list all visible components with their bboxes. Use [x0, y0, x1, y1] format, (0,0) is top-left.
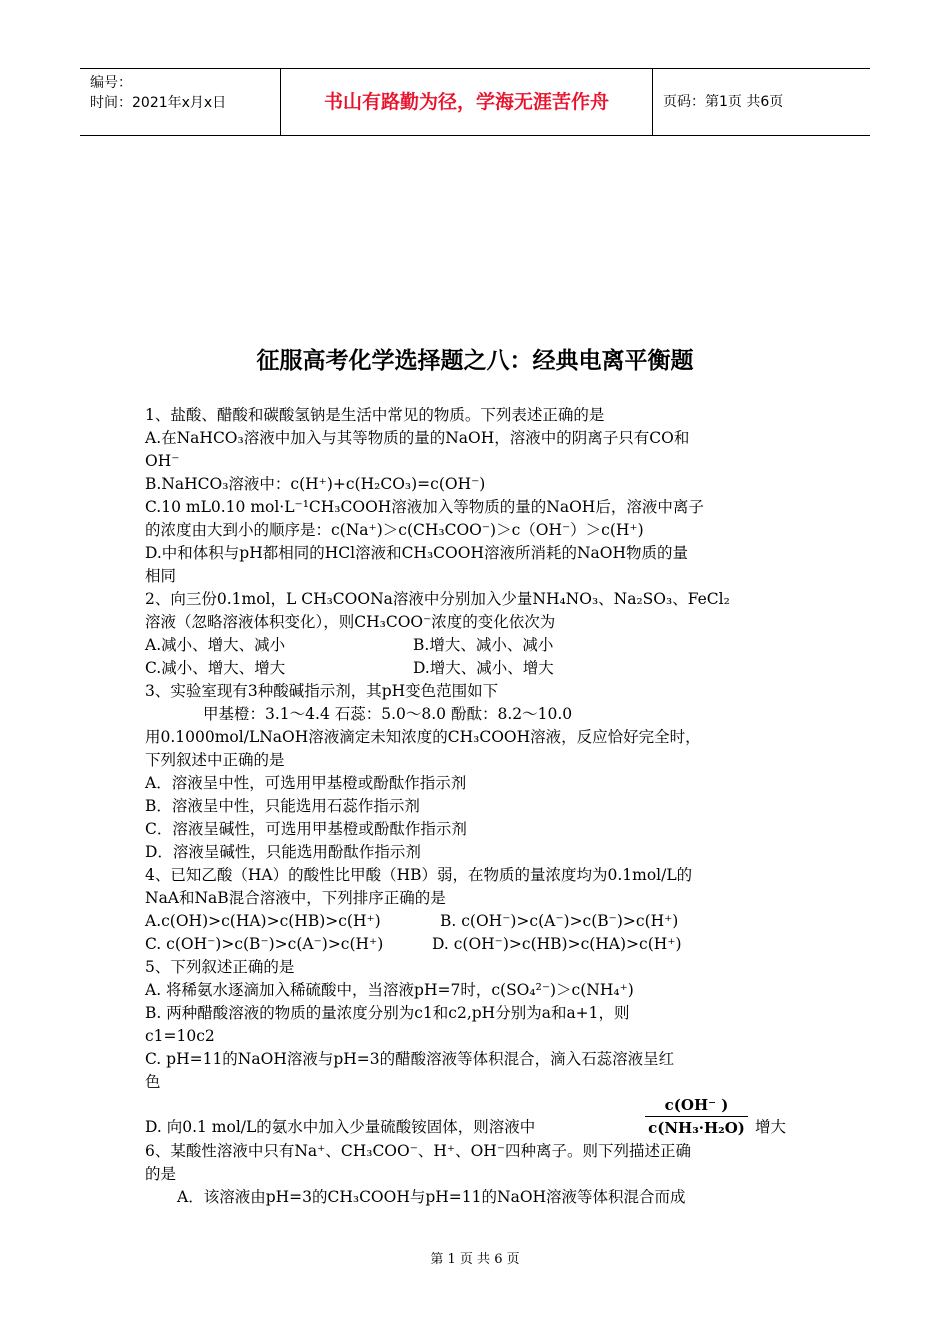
q1-option-a-cont: OH⁻ [145, 452, 180, 470]
q3-option-c: C．溶液呈碱性，可选用甲基橙或酚酞作指示剂 [145, 820, 467, 838]
fraction-numerator: c(OH⁻ ) [645, 1094, 748, 1117]
q6-stem-cont: 的是 [145, 1165, 177, 1183]
q2-stem-cont: 溶液（忽略溶液体积变化），则CH₃COO⁻浓度的变化依次为 [145, 613, 556, 631]
q6-stem: 6、某酸性溶液中只有Na⁺、CH₃COO⁻、H⁺、OH⁻四种离子。则下列描述正确 [145, 1142, 691, 1160]
q1-stem: 1、盐酸、醋酸和碳酸氢钠是生活中常见的物质。下列表述正确的是 [145, 406, 605, 424]
q1-option-d: D.中和体积与pH都相同的HCl溶液和CH₃COOH溶液所消耗的NaOH物质的量 [145, 544, 688, 562]
q3-stem-3: 下列叙述中正确的是 [145, 751, 285, 769]
number-label: 编号： [90, 75, 132, 91]
q6-option-a: A．该溶液由pH=3的CH₃COOH与pH=11的NaOH溶液等体积混合而成 [177, 1188, 686, 1206]
question-body [145, 404, 810, 1209]
header-meta-cell [80, 69, 281, 135]
q3-stem-2: 用0.1000mol/LNaOH溶液滴定未知浓度的CH₃COOH溶液，反应恰好完全时， [145, 728, 701, 746]
q4-options-row-1 [145, 910, 810, 933]
q4-option-b: B. c(OH⁻)>c(A⁻)>c(B⁻)>c(H⁺) [440, 912, 679, 930]
q5-option-c: C. pH=11的NaOH溶液与pH=3的醋酸溶液等体积混合，滴入石蕊溶液呈红 [145, 1050, 675, 1068]
q2-option-d: D.增大、减小、增大 [413, 659, 554, 677]
q4-option-c: C. c(OH⁻)>c(B⁻)>c(A⁻)>c(H⁺) [145, 935, 384, 953]
q3-option-d: D．溶液呈碱性，只能选用酚酞作指示剂 [145, 843, 421, 861]
q5-option-d-text: D. 向0.1 mol/L的氨水中加入少量硫酸铵固体，则溶液中 [145, 1118, 536, 1136]
q3-option-a: A．溶液呈中性，可选用甲基橙或酚酞作指示剂 [145, 774, 467, 792]
q3-indicators: 甲基橙：3.1～4.4 石蕊：5.0～8.0 酚酞：8.2～10.0 [203, 705, 573, 723]
q3-option-b: B．溶液呈中性，只能选用石蕊作指示剂 [145, 797, 420, 815]
q1-option-c: C.10 mL0.10 mol·L⁻¹CH₃COOH溶液加入等物质的量的NaOH后，溶液中离子 [145, 498, 704, 516]
motto: 书山有路勤为径，学海无涯苦作舟 [281, 69, 653, 135]
concentration-fraction [645, 1094, 748, 1139]
q1-option-d-cont: 相同 [145, 567, 177, 585]
q5-option-d-tail: 增大 [755, 1118, 787, 1136]
q5-option-b-cont: c1=10c2 [145, 1027, 215, 1045]
q5-stem: 5、下列叙述正确的是 [145, 958, 295, 976]
q1-option-b: B.NaHCO₃溶液中：c(H⁺)+c(H₂CO₃)=c(OH⁻) [145, 475, 486, 493]
q2-options-row-1 [145, 634, 810, 657]
page-title: 征服高考化学选择题之八：经典电离平衡题 [256, 348, 694, 374]
q5-option-b: B. 两种醋酸溶液的物质的量浓度分别为c1和c2,pH分别为a和a+1，则 [145, 1004, 630, 1022]
q5-option-d [145, 1094, 810, 1140]
page-footer: 第 1 页 共 6 页 [430, 1252, 520, 1267]
q1-option-c-cont: 的浓度由大到小的顺序是：c(Na⁺)＞c(CH₃COO⁻)＞c（OH⁻）＞c(H⁺) [145, 521, 644, 539]
q5-option-c-cont: 色 [145, 1073, 161, 1091]
q2-option-c: C.减小、增大、增大 [145, 659, 286, 677]
q4-option-d: D. c(OH⁻)>c(HB)>c(HA)>c(H⁺) [432, 935, 682, 953]
fraction-denominator: c(NH₃·H₂O) [648, 1119, 745, 1137]
page-label: 页码：第1页 共6页 [663, 94, 784, 110]
header-table [80, 68, 870, 136]
q4-stem-cont: NaA和NaB混合溶液中，下列排序正确的是 [145, 889, 446, 907]
time-label: 时间：2021年x月x日 [90, 95, 227, 111]
q2-option-a: A.减小、增大、减小 [145, 636, 286, 654]
q2-stem: 2、向三份0.1mol，L CH₃COONa溶液中分别加入少量NH₄NO₃、Na₂SO₃、FeCl₂ [145, 590, 730, 608]
q3-stem: 3、实验室现有3种酸碱指示剂，其pH变色范围如下 [145, 682, 499, 700]
q4-option-a: A.c(OH)>c(HA)>c(HB)>c(H⁺) [145, 912, 381, 930]
q1-option-a: A.在NaHCO₃溶液中加入与其等物质的量的NaOH，溶液中的阴离子只有CO和 [145, 429, 690, 447]
q5-option-a: A. 将稀氨水逐滴加入稀硫酸中，当溶液pH=7时，c(SO₄²⁻)＞c(NH₄⁺) [145, 981, 634, 999]
q2-options-row-2 [145, 657, 810, 680]
q4-stem: 4、已知乙酸（HA）的酸性比甲酸（HB）弱，在物质的量浓度均为0.1mol/L的 [145, 866, 693, 884]
q2-option-b: B.增大、减小、减小 [413, 636, 554, 654]
q4-options-row-2 [145, 933, 810, 956]
